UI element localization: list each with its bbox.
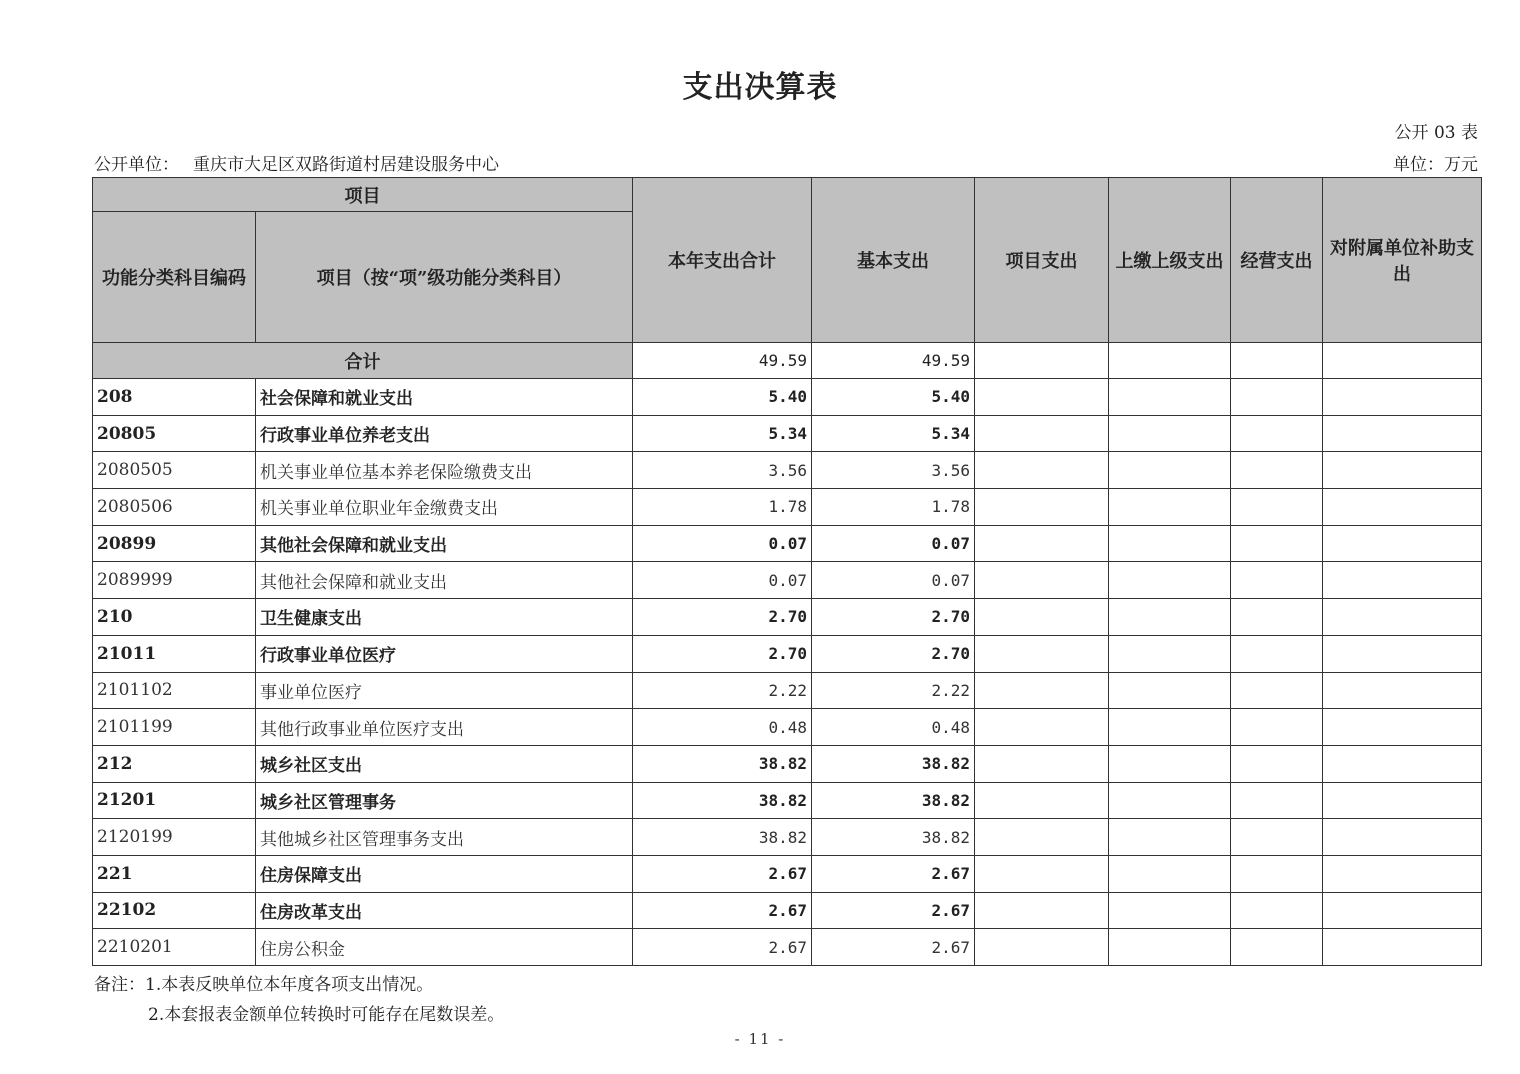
empty-cell xyxy=(1231,929,1323,966)
basic-cell: 2.70 xyxy=(812,635,975,672)
empty-cell xyxy=(1231,415,1323,452)
expenditure-table xyxy=(92,177,1482,966)
empty-cell xyxy=(1109,782,1231,819)
total-cell: 38.82 xyxy=(633,782,812,819)
total-cell: 5.40 xyxy=(633,379,812,416)
table-row xyxy=(93,635,1482,672)
code-cell: 20899 xyxy=(93,525,256,562)
header-basic: 基本支出 xyxy=(812,178,975,343)
table-row xyxy=(93,745,1482,782)
basic-cell: 2.67 xyxy=(812,892,975,929)
empty-cell xyxy=(1323,343,1482,379)
name-cell: 机关事业单位基本养老保险缴费支出 xyxy=(256,452,633,489)
name-cell: 城乡社区支出 xyxy=(256,745,633,782)
total-cell: 0.07 xyxy=(633,562,812,599)
empty-cell xyxy=(1323,599,1482,636)
table-row xyxy=(93,892,1482,929)
name-cell: 行政事业单位医疗 xyxy=(256,635,633,672)
empty-cell xyxy=(1231,599,1323,636)
empty-cell xyxy=(975,635,1109,672)
header-name: 项目（按“项”级功能分类科目） xyxy=(256,212,633,343)
name-cell: 机关事业单位职业年金缴费支出 xyxy=(256,489,633,526)
empty-cell xyxy=(1109,343,1231,379)
table-row xyxy=(93,819,1482,856)
empty-cell xyxy=(1323,562,1482,599)
empty-cell xyxy=(1323,489,1482,526)
table-row xyxy=(93,672,1482,709)
basic-cell: 0.48 xyxy=(812,709,975,746)
empty-cell xyxy=(1231,892,1323,929)
empty-cell xyxy=(1231,452,1323,489)
empty-cell xyxy=(975,709,1109,746)
name-cell: 卫生健康支出 xyxy=(256,599,633,636)
total-cell: 2.70 xyxy=(633,635,812,672)
total-label: 合计 xyxy=(93,343,633,379)
empty-cell xyxy=(1231,782,1323,819)
empty-cell xyxy=(1231,819,1323,856)
empty-cell xyxy=(1323,672,1482,709)
total-cell: 1.78 xyxy=(633,489,812,526)
empty-cell xyxy=(1109,929,1231,966)
code-cell: 2120199 xyxy=(93,819,256,856)
empty-cell xyxy=(975,415,1109,452)
name-cell: 住房保障支出 xyxy=(256,855,633,892)
empty-cell xyxy=(1323,452,1482,489)
table-row xyxy=(93,855,1482,892)
code-cell: 212 xyxy=(93,745,256,782)
empty-cell xyxy=(1231,855,1323,892)
table-row xyxy=(93,929,1482,966)
note-2: 2.本套报表金额单位转换时可能存在尾数误差。 xyxy=(148,1005,505,1025)
empty-cell xyxy=(1109,525,1231,562)
empty-cell xyxy=(1109,599,1231,636)
name-cell: 城乡社区管理事务 xyxy=(256,782,633,819)
name-cell: 其他城乡社区管理事务支出 xyxy=(256,819,633,856)
basic-cell: 0.07 xyxy=(812,562,975,599)
reporting-unit xyxy=(94,150,499,175)
empty-cell xyxy=(975,562,1109,599)
total-cell: 2.67 xyxy=(633,855,812,892)
empty-cell xyxy=(975,599,1109,636)
header-subsidy: 对附属单位补助支出 xyxy=(1323,178,1482,343)
total-row xyxy=(93,343,1482,379)
note-1: 备注：1.本表反映单位本年度各项支出情况。 xyxy=(94,975,434,995)
empty-cell xyxy=(975,379,1109,416)
empty-cell xyxy=(1323,525,1482,562)
code-cell: 21201 xyxy=(93,782,256,819)
empty-cell xyxy=(1231,525,1323,562)
code-cell: 2080505 xyxy=(93,452,256,489)
basic-cell: 38.82 xyxy=(812,745,975,782)
code-cell: 221 xyxy=(93,855,256,892)
name-cell: 行政事业单位养老支出 xyxy=(256,415,633,452)
name-cell: 社会保障和就业支出 xyxy=(256,379,633,416)
empty-cell xyxy=(1109,892,1231,929)
table-row xyxy=(93,489,1482,526)
basic-cell: 2.67 xyxy=(812,855,975,892)
total-cell: 5.34 xyxy=(633,415,812,452)
header-total: 本年支出合计 xyxy=(633,178,812,343)
code-cell: 210 xyxy=(93,599,256,636)
empty-cell xyxy=(975,929,1109,966)
basic-cell: 5.40 xyxy=(812,379,975,416)
empty-cell xyxy=(975,489,1109,526)
empty-cell xyxy=(1231,489,1323,526)
code-cell: 208 xyxy=(93,379,256,416)
empty-cell xyxy=(975,782,1109,819)
empty-cell xyxy=(1231,709,1323,746)
table-row xyxy=(93,525,1482,562)
notes xyxy=(94,970,504,1030)
empty-cell xyxy=(1323,929,1482,966)
currency-unit: 单位：万元 xyxy=(1393,155,1478,175)
empty-cell xyxy=(1323,709,1482,746)
table-row xyxy=(93,562,1482,599)
empty-cell xyxy=(1323,379,1482,416)
total-cell: 2.22 xyxy=(633,672,812,709)
form-number: 公开 03 表 xyxy=(1394,123,1478,143)
total-cell: 2.67 xyxy=(633,892,812,929)
empty-cell xyxy=(1231,379,1323,416)
empty-cell xyxy=(1109,562,1231,599)
code-cell: 2080506 xyxy=(93,489,256,526)
empty-cell xyxy=(1109,379,1231,416)
table-row xyxy=(93,379,1482,416)
name-cell: 事业单位医疗 xyxy=(256,672,633,709)
code-cell: 22102 xyxy=(93,892,256,929)
basic-cell: 38.82 xyxy=(812,782,975,819)
basic-cell: 2.67 xyxy=(812,929,975,966)
empty-cell xyxy=(975,892,1109,929)
code-cell: 2101199 xyxy=(93,709,256,746)
org-name: 重庆市大足区双路街道村居建设服务中心 xyxy=(193,155,499,175)
header-project: 项目 xyxy=(93,178,633,212)
org-label: 公开单位： xyxy=(94,155,179,175)
basic-cell: 3.56 xyxy=(812,452,975,489)
code-cell: 2101102 xyxy=(93,672,256,709)
basic-cell: 5.34 xyxy=(812,415,975,452)
empty-cell xyxy=(1323,745,1482,782)
table-row xyxy=(93,599,1482,636)
table-row xyxy=(93,782,1482,819)
empty-cell xyxy=(1109,672,1231,709)
empty-cell xyxy=(1109,452,1231,489)
empty-cell xyxy=(975,343,1109,379)
empty-cell xyxy=(975,525,1109,562)
table-row xyxy=(93,709,1482,746)
empty-cell xyxy=(1109,819,1231,856)
name-cell: 住房改革支出 xyxy=(256,892,633,929)
empty-cell xyxy=(1231,343,1323,379)
header-business: 经营支出 xyxy=(1231,178,1323,343)
total-amount: 49.59 xyxy=(633,343,812,379)
empty-cell xyxy=(975,672,1109,709)
empty-cell xyxy=(1323,635,1482,672)
empty-cell xyxy=(1109,415,1231,452)
basic-cell: 0.07 xyxy=(812,525,975,562)
header-code: 功能分类科目编码 xyxy=(93,212,256,343)
empty-cell xyxy=(1109,709,1231,746)
empty-cell xyxy=(1323,819,1482,856)
empty-cell xyxy=(1323,855,1482,892)
basic-cell: 2.22 xyxy=(812,672,975,709)
name-cell: 其他行政事业单位医疗支出 xyxy=(256,709,633,746)
empty-cell xyxy=(1323,892,1482,929)
total-cell: 0.07 xyxy=(633,525,812,562)
total-cell: 3.56 xyxy=(633,452,812,489)
header-project-expense: 项目支出 xyxy=(975,178,1109,343)
empty-cell xyxy=(1109,489,1231,526)
empty-cell xyxy=(1323,782,1482,819)
empty-cell xyxy=(1109,745,1231,782)
name-cell: 其他社会保障和就业支出 xyxy=(256,525,633,562)
empty-cell xyxy=(975,855,1109,892)
basic-cell: 38.82 xyxy=(812,819,975,856)
empty-cell xyxy=(1231,562,1323,599)
empty-cell xyxy=(1231,672,1323,709)
page-title: 支出决算表 xyxy=(682,70,838,105)
total-cell: 2.70 xyxy=(633,599,812,636)
empty-cell xyxy=(1109,635,1231,672)
empty-cell xyxy=(1109,855,1231,892)
total-cell: 38.82 xyxy=(633,745,812,782)
name-cell: 住房公积金 xyxy=(256,929,633,966)
header-row-top xyxy=(93,178,1482,212)
basic-cell: 1.78 xyxy=(812,489,975,526)
total-basic: 49.59 xyxy=(812,343,975,379)
page-number: - 11 - xyxy=(734,1030,786,1048)
total-cell: 0.48 xyxy=(633,709,812,746)
header-upper-level: 上缴上级支出 xyxy=(1109,178,1231,343)
table-row xyxy=(93,452,1482,489)
report-info-line xyxy=(94,150,1478,174)
total-cell: 2.67 xyxy=(633,929,812,966)
empty-cell xyxy=(1231,745,1323,782)
empty-cell xyxy=(1323,415,1482,452)
empty-cell xyxy=(975,452,1109,489)
code-cell: 21011 xyxy=(93,635,256,672)
table-row xyxy=(93,415,1482,452)
basic-cell: 2.70 xyxy=(812,599,975,636)
code-cell: 2210201 xyxy=(93,929,256,966)
empty-cell xyxy=(975,819,1109,856)
empty-cell xyxy=(975,745,1109,782)
name-cell: 其他社会保障和就业支出 xyxy=(256,562,633,599)
total-cell: 38.82 xyxy=(633,819,812,856)
code-cell: 20805 xyxy=(93,415,256,452)
code-cell: 2089999 xyxy=(93,562,256,599)
empty-cell xyxy=(1231,635,1323,672)
